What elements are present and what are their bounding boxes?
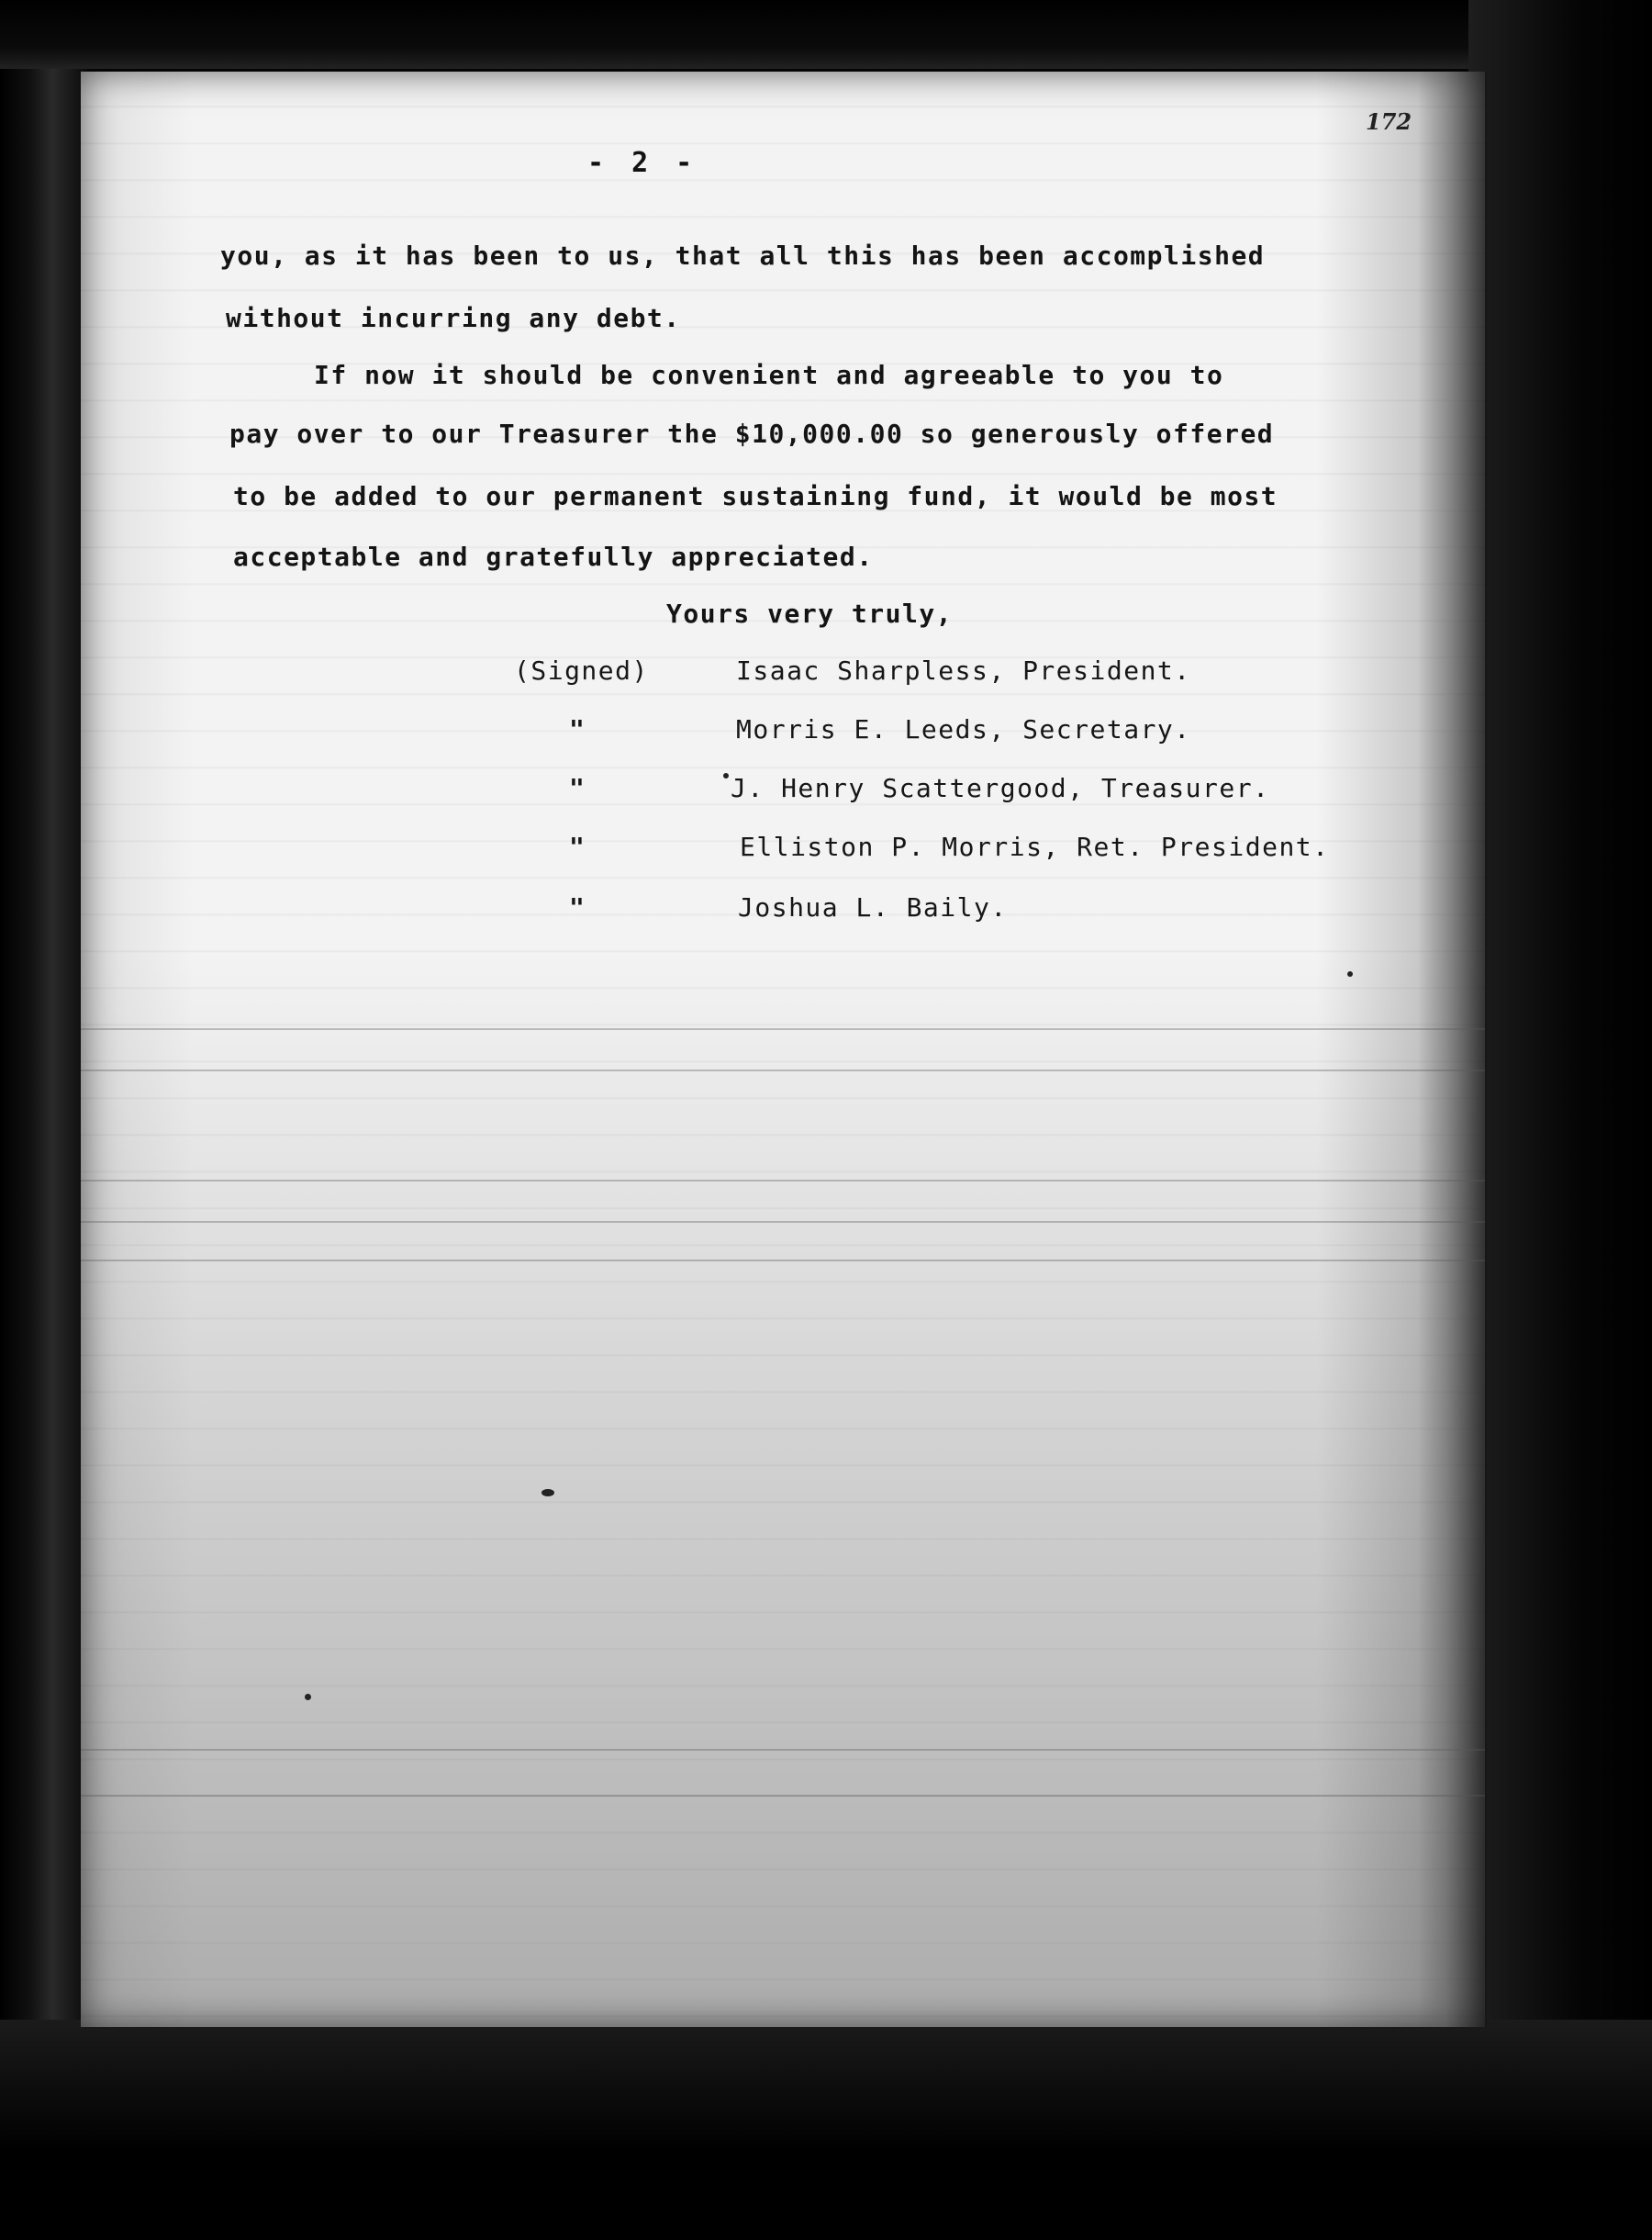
signed-mark: (Signed) [514, 655, 649, 686]
signatory-name: Joshua L. Baily. [738, 892, 1008, 923]
ditto-mark: " [569, 892, 586, 923]
page-number-mark-right: - [675, 147, 700, 179]
signatory-name: Morris E. Leeds, Secretary. [736, 714, 1191, 745]
archive-folio-number: 172 [1366, 108, 1412, 135]
scan-bottom-border [0, 2020, 1652, 2240]
signature-row [514, 892, 1432, 929]
body-line: you, as it has been to us, that all this has been accomplished [220, 241, 1266, 271]
signature-row [514, 773, 1432, 810]
scan-artifact-line [81, 1180, 1485, 1182]
body-line: acceptable and gratefully appreciated. [233, 542, 874, 572]
scan-top-border [0, 0, 1652, 69]
scan-artifact-line [81, 1028, 1485, 1030]
body-line: without incurring any debt. [226, 303, 681, 333]
page-number [587, 147, 699, 179]
body-line: to be added to our permanent sustaining fund, it would be most [233, 481, 1278, 511]
scan-artifact-line [81, 1260, 1485, 1261]
scan-artifact-line [81, 1795, 1485, 1797]
signatory-name: Isaac Sharpless, President. [736, 655, 1191, 686]
ditto-mark: " [569, 714, 586, 745]
paper-fold-shadow [1418, 72, 1487, 2027]
dust-speck [305, 1694, 311, 1700]
ditto-mark: " [569, 832, 586, 862]
signature-row [514, 714, 1432, 751]
dust-speck [541, 1489, 554, 1496]
page-number-mark-left: - [587, 147, 612, 179]
body-line: pay over to our Treasurer the $10,000.00 so generously offered [229, 419, 1275, 449]
ditto-mark: " [569, 773, 586, 803]
scan-artifact-line [81, 1749, 1485, 1751]
page-number-value: 2 [631, 147, 656, 179]
body-line: If now it should be convenient and agreeable to you to [314, 360, 1224, 390]
closing-salutation: Yours very truly, [666, 599, 954, 629]
scan-artifact-line [81, 1221, 1485, 1223]
signature-row [514, 832, 1432, 868]
scan-right-border [1468, 0, 1652, 2240]
signatory-name: Elliston P. Morris, Ret. President. [740, 832, 1330, 862]
signature-row [514, 655, 1432, 692]
signatory-name: J. Henry Scattergood, Treasurer. [731, 773, 1270, 803]
scan-artifact-line [81, 1070, 1485, 1071]
scan-left-border [0, 0, 87, 2240]
dust-speck [723, 773, 729, 778]
dust-speck [1347, 971, 1353, 977]
